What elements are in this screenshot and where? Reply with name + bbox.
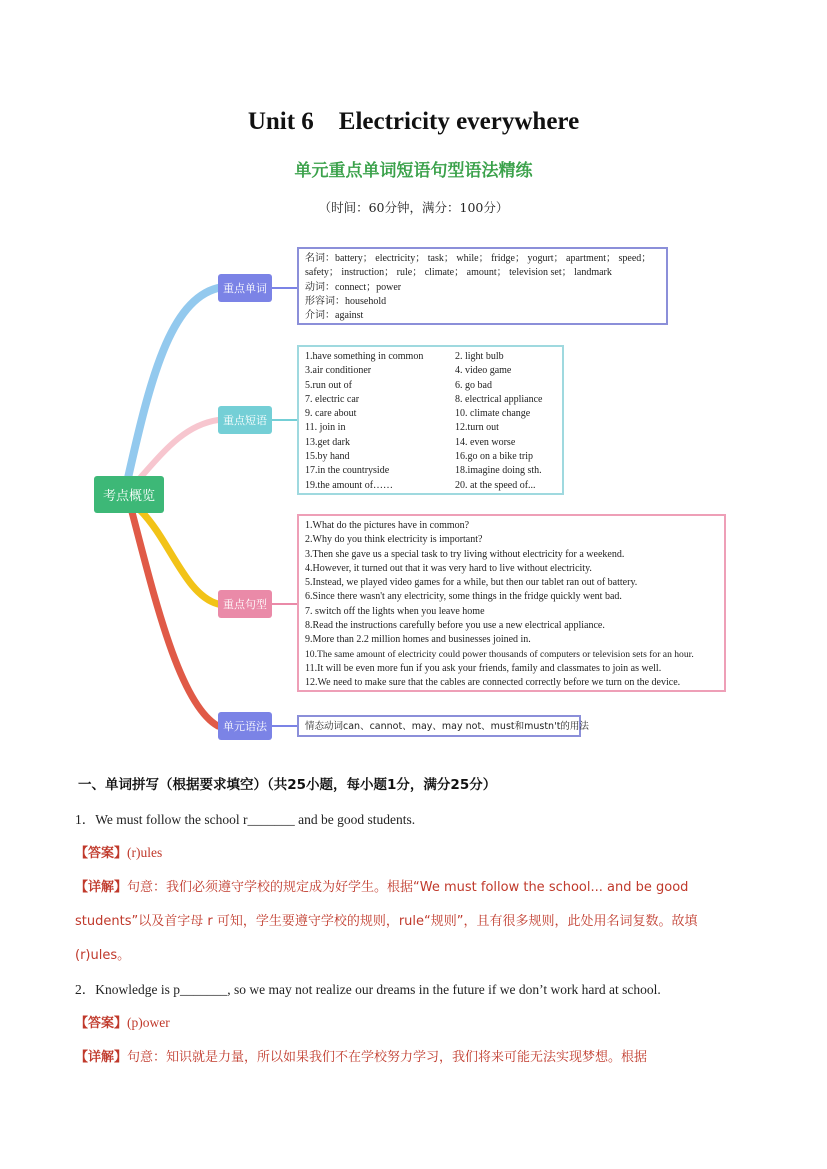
section-heading: 一、单词拼写（根据要求填空）（共25小题，每小题1分，满分25分） [78, 777, 497, 793]
mindmap-root: 考点概览 [94, 476, 164, 513]
phrase-item: 5.run out of [305, 379, 352, 391]
connector-words [128, 288, 218, 478]
sentence-item: 9.More than 2.2 million homes and businesses joined in. [305, 634, 531, 646]
phrase-item: 16.go on a bike trip [455, 451, 534, 463]
page-subtitle: 单元重点单词短语句型语法精练 [294, 161, 533, 181]
key-words-line: 介词：against [305, 310, 364, 322]
phrase-item: 14. even worse [455, 436, 516, 448]
key-words-line: 名词：battery； electricity； task； while； fridge； yogurt； apartment； speed； [305, 253, 652, 264]
detail-1-line-2: students”以及首字母 r 可知，学生要遵守学校的规则，rule“规则”，且有很多规则，此处用名词复数。故填 [75, 914, 698, 929]
phrase-item: 11. join in [305, 422, 346, 434]
key-words-line: 动词：connect；power [305, 281, 402, 293]
phrase-item: 4. video game [455, 365, 512, 377]
sentence-item: 6.Since there wasn't any electricity, some things in the fridge quickly went bad. [305, 591, 622, 603]
key-words-line: safety； instruction； rule； climate； amount； television set； landmark [305, 267, 612, 279]
phrase-item: 6. go bad [455, 379, 492, 391]
phrase-item: 15.by hand [305, 451, 350, 463]
branch-phrases-label: 重点短语 [218, 406, 272, 434]
key-words-line: 形容词：household [305, 295, 387, 307]
answer-2 [75, 1012, 170, 1031]
detail-tag: 【详解】 [75, 880, 128, 895]
answer-text: (r)ules [127, 845, 163, 860]
sentence-item: 11.It will be even more fun if you ask your friends, family and classmates to join as well. [305, 662, 662, 674]
question-2: 2．Knowledge is p_______, so we may not realize our dreams in the future if we don’t work hard at school. [75, 982, 661, 997]
page-title: Unit 6 Electricity everywhere [247, 108, 580, 135]
phrases-left-column [305, 350, 455, 493]
sentence-item: 7. switch off the lights when you leave home [305, 605, 485, 617]
phrase-item: 9. care about [305, 408, 357, 420]
sentence-item: 12.We need to make sure that the cables are connected correctly before we turn on the device. [305, 677, 681, 689]
phrase-item: 13.get dark [305, 436, 350, 448]
sentence-item: 1.What do the pictures have in common? [305, 520, 470, 531]
sentence-item: 10.The same amount of electricity could power thousands of computers or television sets for an hour. [305, 648, 694, 660]
phrases-right-column [455, 350, 542, 493]
phrase-item: 8. electrical appliance [455, 393, 543, 405]
sentence-item: 8.Read the instructions carefully before you use a new electrical appliance. [305, 620, 605, 632]
phrase-item: 10. climate change [455, 408, 531, 420]
sentence-item: 4.However, it turned out that it was very hard to live without electricity. [305, 562, 592, 574]
phrase-item: 18.imagine doing sth. [455, 465, 542, 477]
branch-words-label: 重点单词 [218, 274, 272, 302]
sentence-item: 5.Instead, we played video games for a while, but then our tablet ran out of battery. [305, 577, 638, 589]
question-1: 1．We must follow the school r_______ and be good students. [75, 812, 416, 827]
time-info: （时间：60分钟，满分：100分） [318, 200, 509, 215]
sentence-item: 2.Why do you think electricity is important? [305, 534, 483, 546]
sentence-item: 3.Then she gave us a special task to try living without electricity for a weekend. [305, 548, 625, 560]
grammar-box [297, 715, 589, 737]
detail-text: 句意：知识就是力量，所以如果我们不在学校努力学习，我们将来可能无法实现梦想。根据 [127, 1050, 648, 1065]
branch-sentences-label: 重点句型 [218, 590, 272, 618]
key-words-box [297, 247, 668, 325]
phrase-item: 17.in the countryside [305, 465, 390, 477]
answer-tag: 【答案】 [75, 1016, 128, 1031]
grammar-item: 情态动词can、cannot、may、may not、must和mustn't的用法 [305, 721, 589, 732]
phrase-item: 7. electric car [305, 393, 360, 405]
phrase-item: 20. at the speed of... [455, 479, 536, 491]
detail-text: 句意：我们必须遵守学校的规定成为好学生。根据“We must follow the school... and be good [127, 880, 689, 895]
branch-grammar-label: 单元语法 [218, 712, 272, 740]
key-phrases-box [297, 345, 564, 495]
phrase-item: 19.the amount of…… [305, 479, 394, 491]
connector-phrases [140, 420, 218, 478]
answer-text: (p)ower [127, 1015, 170, 1030]
key-sentences-box [297, 514, 726, 692]
phrase-item: 2. light bulb [455, 351, 504, 362]
phrase-item: 1.have something in common [305, 351, 424, 362]
detail-tag: 【详解】 [75, 1050, 128, 1065]
answer-1 [75, 842, 162, 861]
phrase-item: 3.air conditioner [305, 365, 372, 377]
connector-grammar [132, 512, 218, 726]
detail-2-line-1 [75, 1046, 647, 1065]
detail-1-line-1 [75, 876, 688, 895]
answer-tag: 【答案】 [75, 846, 128, 861]
detail-1-line-3: (r)ules。 [75, 948, 131, 963]
phrase-item: 12.turn out [455, 422, 499, 434]
